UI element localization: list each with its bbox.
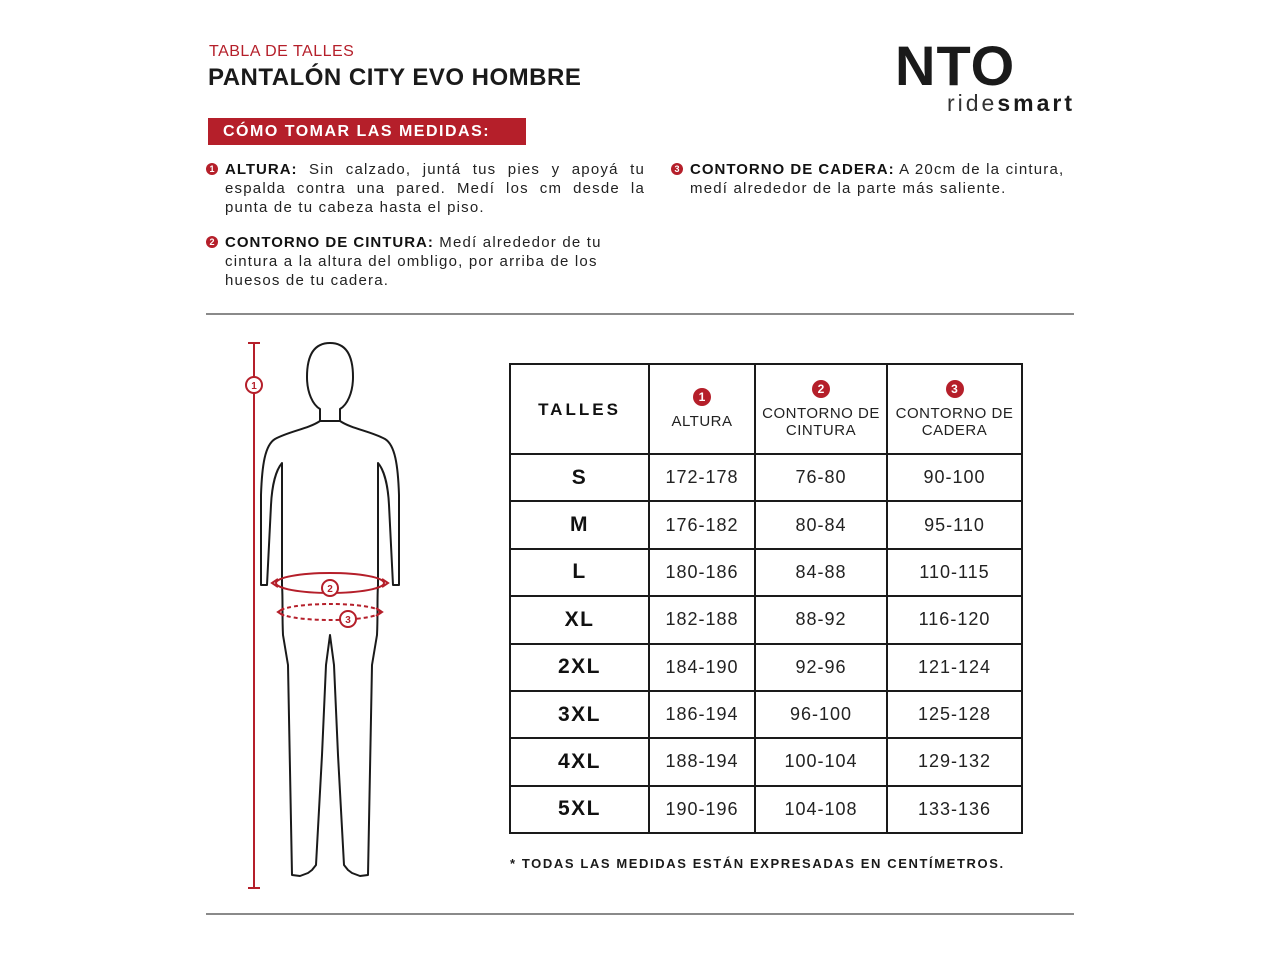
page-title: PANTALÓN CITY EVO HOMBRE (208, 64, 582, 91)
step-heading: CONTORNO DE CADERA: (690, 161, 895, 178)
column-header-label: CONTORNO DE CINTURA (762, 404, 880, 439)
hip-measure-ring (278, 604, 382, 620)
section-banner: CÓMO TOMAR LAS MEDIDAS: (208, 118, 526, 145)
size-cell: XL (510, 596, 649, 643)
column-number-badge: 3 (946, 380, 964, 398)
body-measurement-figure (230, 335, 430, 895)
size-cell: M (510, 501, 649, 548)
height-cell: 190-196 (649, 786, 755, 833)
height-cell: 184-190 (649, 644, 755, 691)
height-measure-line (248, 343, 260, 888)
height-cell: 186-194 (649, 691, 755, 738)
marker-height-badge (246, 377, 262, 393)
doc-label: TABLA DE TALLES (209, 43, 355, 60)
table-row (510, 454, 1022, 501)
brand-logo (895, 34, 1075, 118)
hip-cell: 95-110 (887, 501, 1022, 548)
column-header-label: ALTURA (671, 413, 733, 430)
column-number-badge: 1 (693, 388, 711, 406)
step-heading: ALTURA: (225, 161, 298, 178)
table-row (510, 549, 1022, 596)
table-row (510, 738, 1022, 785)
instruction-step-hip (674, 160, 1080, 198)
table-header-row (510, 364, 1022, 454)
size-cell: 5XL (510, 786, 649, 833)
size-cell: 3XL (510, 691, 649, 738)
waist-cell: 80-84 (755, 501, 887, 548)
marker-height-number: 1 (251, 381, 257, 392)
footnote: * TODAS LAS MEDIDAS ESTÁN EXPRESADAS EN CENTÍMETROS. (510, 856, 1005, 871)
hip-cell: 116-120 (887, 596, 1022, 643)
column-header-height (649, 364, 755, 454)
column-header-waist (755, 364, 887, 454)
step-text: A 20cm de la cintura, medí alrededor de la parte más saliente. (690, 161, 1065, 197)
step-text: Medí alrededor de tu cintura a la altura del ombligo, por arriba de los huesos de tu cadera. (225, 234, 602, 289)
step-number-badge: 1 (206, 163, 218, 175)
table-row (510, 596, 1022, 643)
size-cell: 4XL (510, 738, 649, 785)
marker-waist-badge (322, 580, 338, 596)
step-number-badge: 3 (671, 163, 683, 175)
waist-cell: 76-80 (755, 454, 887, 501)
step-heading: CONTORNO DE CINTURA: (225, 234, 434, 251)
step-text: Sin calzado, juntá tus pies y apoyá tu espalda contra una pared. Medí los cm desde la punta de tu cabeza hasta el piso. (225, 161, 645, 216)
height-cell: 182-188 (649, 596, 755, 643)
table-row (510, 691, 1022, 738)
marker-hip-badge (340, 611, 356, 627)
waist-cell: 88-92 (755, 596, 887, 643)
table-row (510, 644, 1022, 691)
size-chart-table (509, 363, 1023, 834)
waist-cell: 84-88 (755, 549, 887, 596)
step-number-badge: 2 (206, 236, 218, 248)
table-row (510, 501, 1022, 548)
size-cell: 2XL (510, 644, 649, 691)
marker-waist-number: 2 (327, 584, 333, 595)
waist-cell: 104-108 (755, 786, 887, 833)
column-header-label: CONTORNO DE CADERA (895, 404, 1014, 439)
logo-tagline-light: ride (946, 90, 998, 116)
waist-cell: 92-96 (755, 644, 887, 691)
height-cell: 180-186 (649, 549, 755, 596)
waist-cell: 100-104 (755, 738, 887, 785)
column-number-badge: 2 (812, 380, 830, 398)
divider-bottom (206, 913, 1074, 915)
hip-cell: 110-115 (887, 549, 1022, 596)
height-cell: 172-178 (649, 454, 755, 501)
logo-mark: NTO (895, 34, 1016, 97)
table-row (510, 786, 1022, 833)
height-cell: 188-194 (649, 738, 755, 785)
size-cell: S (510, 454, 649, 501)
hip-cell: 90-100 (887, 454, 1022, 501)
instruction-step-height (209, 160, 645, 217)
instruction-step-waist (209, 233, 645, 290)
logo-tagline (947, 90, 1075, 117)
column-header-hip (887, 364, 1022, 454)
logo-tagline-bold: smart (997, 90, 1075, 116)
column-header-size (510, 364, 649, 454)
hip-cell: 121-124 (887, 644, 1022, 691)
hip-cell: 129-132 (887, 738, 1022, 785)
hip-cell: 125-128 (887, 691, 1022, 738)
column-header-label: TALLES (538, 399, 621, 419)
hip-cell: 133-136 (887, 786, 1022, 833)
height-cell: 176-182 (649, 501, 755, 548)
waist-cell: 96-100 (755, 691, 887, 738)
size-cell: L (510, 549, 649, 596)
marker-hip-number: 3 (345, 615, 351, 626)
divider-top (206, 313, 1074, 315)
